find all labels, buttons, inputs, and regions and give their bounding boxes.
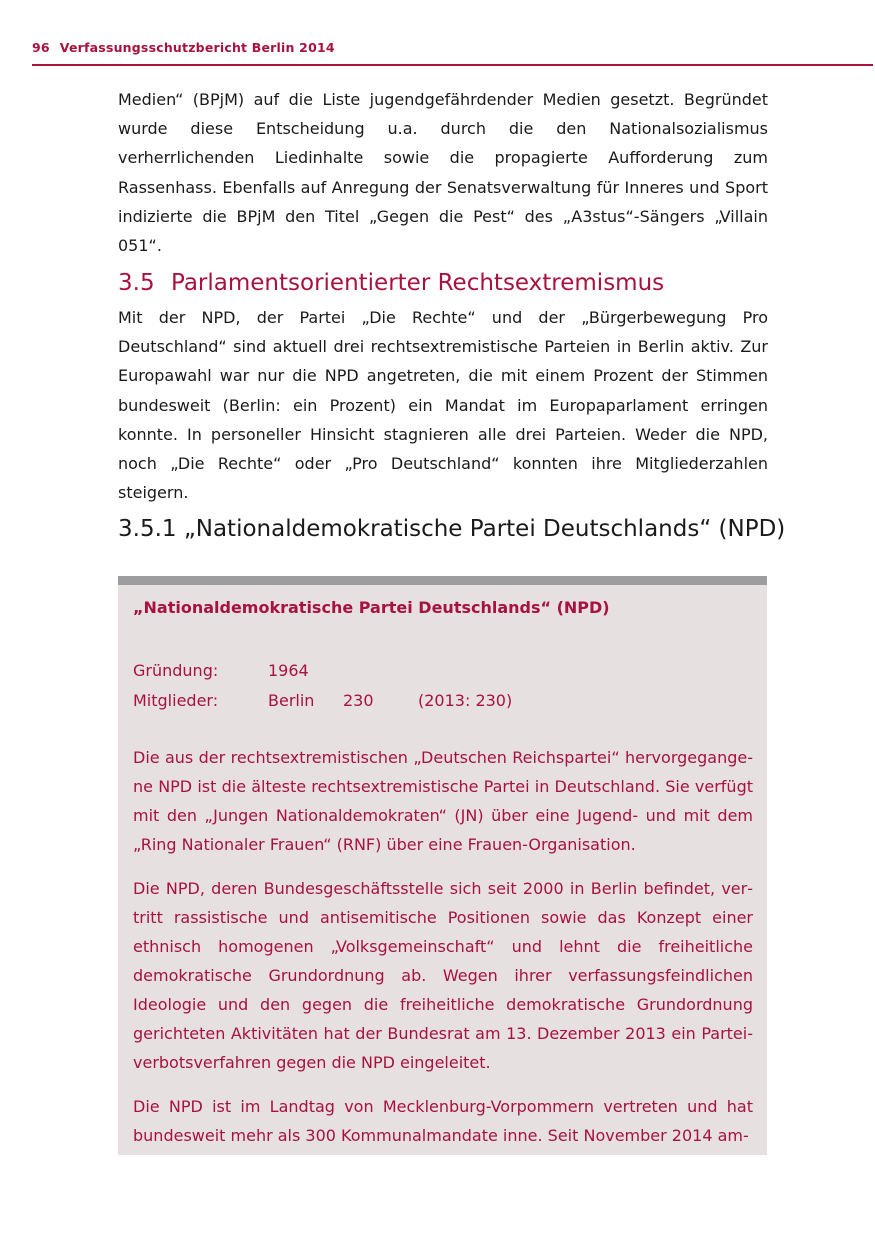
info-paragraph-1: Die aus der rechtsextremistischen „Deutschen Reichspartei“ hervorgegangene NPD ist die älteste rechtsextremistische Partei in Deutschland. Sie verfügt mit den „Jungen Nationaldemokraten“ (JN) über eine Jugend- und mit dem „Ring Nationaler Frauen“ (RNF) über eine Frauen-Organisation.: [133, 748, 753, 854]
members-label: Mitglieder:: [133, 691, 219, 710]
members-city: Berlin: [268, 691, 315, 710]
section-number: 3.5: [118, 270, 155, 296]
intro-block: [118, 85, 768, 260]
founding-value: 1964: [268, 661, 309, 680]
members-previous: (2013: 230): [418, 691, 513, 710]
founding-row: [133, 656, 753, 686]
intro-paragraph: Medien“ (BPjM) auf die Liste jugendgefährdender Medien gesetzt. Begründet wurde diese Entscheidung u.a. durch die den Nationalsozialismus verherrlichenden Liedinhalte sowie die propagierte Aufforderung zum Rassenhass. Ebenfalls auf Anregung der Senatsverwaltung für Inneres und Sport indizierte die BPjM den Titel „Gegen die Pest“ des „A3stus“-Sängers „Villain 051“.: [118, 90, 768, 256]
running-header: [32, 40, 873, 66]
section-paragraph: Mit der NPD, der Partei „Die Rechte“ und der „Bürgerbewegung Pro Deutschland“ sind aktuell drei rechtsextremistische Parteien in Berlin aktiv. Zur Europawahl war nur die NPD angetreten, die mit einem Prozent der Stimmen bundesweit (Berlin: ein Prozent) ein Mandat im Europaparlament erringen konnte. In personeller Hinsicht stagnieren alle drei Parteien. Weder die NPD, noch „Die Rechte“ oder „Pro Deutschland“ konnten ihre Mitgliederzahlen steigern.: [118, 308, 768, 503]
founding-label: Gründung:: [133, 661, 219, 680]
page-number: 96: [32, 40, 50, 55]
info-paragraph-3: Die NPD ist im Landtag von Mecklenburg-Vorpommern vertreten und hat bundesweit mehr als 300 Kommunalmandate inne. Seit November 2014 am-: [133, 1097, 753, 1145]
running-title: Verfassungsschutzbericht Berlin 2014: [59, 40, 335, 55]
members-value: 230: [343, 691, 374, 710]
section-heading: [118, 270, 664, 296]
info-box: [118, 576, 767, 1155]
info-box-content: [133, 598, 753, 1150]
info-paragraph-2: Die NPD, deren Bundesgeschäftsstelle sich seit 2000 in Berlin befindet, vertritt rassistische und antisemitische Positionen sowie das Konzept einer ethnisch homogenen „Volksgemeinschaft“ und lehnt die freiheitliche demokratische Grundordnung ab. Wegen ihrer verfassungsfeindlichen Ideologie und den gegen die freiheitliche demokratische Grundordnung gerichteten Aktivitäten hat der Bundesrat am 13. Dezember 2013 ein Parteiverbotsverfahren gegen die NPD eingeleitet.: [133, 879, 753, 1072]
subsection-heading: 3.5.1 „Nationaldemokratische Partei Deutschlands“ (NPD): [118, 516, 786, 542]
section-body: [118, 303, 768, 507]
info-box-title: „Nationaldemokratische Partei Deutschlands“ (NPD): [133, 598, 610, 617]
members-row: [133, 686, 753, 716]
section-title: Parlamentsorientierter Rechtsextremismus: [171, 270, 665, 296]
fact-sheet: [133, 656, 753, 716]
